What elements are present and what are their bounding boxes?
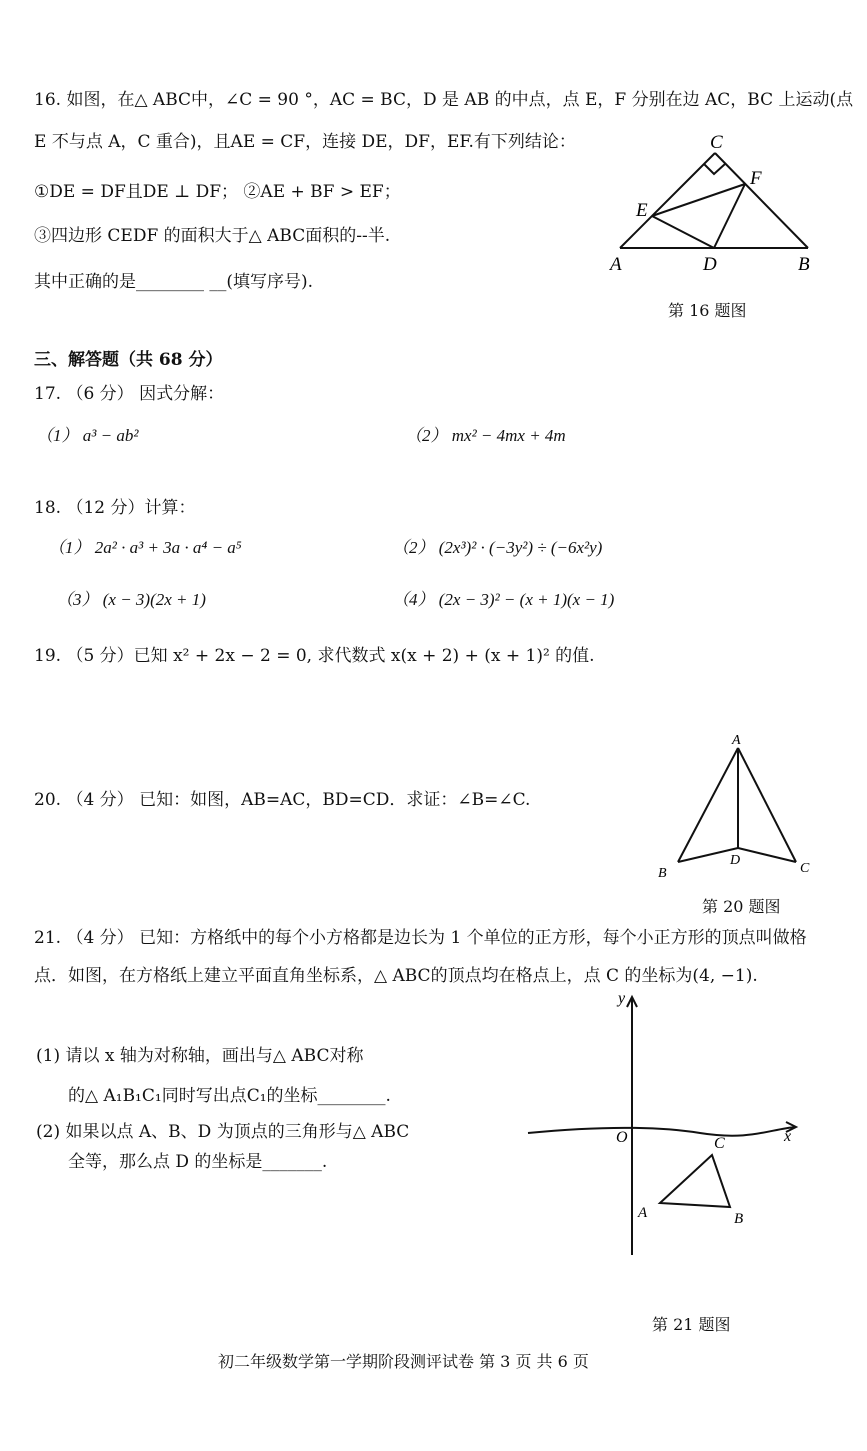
q16-label-d: D [703, 254, 717, 275]
q21-part-2-line-2: 全等，那么点 D 的坐标是_______. [68, 1152, 328, 1172]
q18-part-4: （4） (2x − 3)² − (x + 1)(x − 1) [392, 590, 615, 609]
q18-stem: 18. （12 分）计算： [34, 498, 196, 518]
q21-part-1-line-1: (1) 请以 x 轴为对称轴，画出与△ ABC对称 [36, 1046, 364, 1066]
q20-side-ab [678, 748, 738, 862]
q16-label-b: B [798, 254, 810, 275]
q16-label-f: F [750, 168, 762, 189]
q20-label-d: D [730, 853, 741, 868]
q21-coordinate-figure [520, 985, 820, 1265]
q21-caption: 第 21 题图 [652, 1315, 731, 1334]
q21-line-1: 21. （4 分） 已知：方格纸中的每个小方格都是边长为 1 个单位的正方形，每个小正方形的顶点叫做格 [34, 928, 807, 948]
q20-label-b: B [658, 866, 667, 881]
q16-conclusion-3: ③四边形 CEDF 的面积大于△ ABC面积的--半. [34, 226, 391, 246]
q18-part-3: （3） (x − 3)(2x + 1) [56, 590, 206, 609]
section-title: 三、解答题（共 68 分） [34, 350, 223, 370]
q16-side-ac [620, 153, 715, 248]
q20-figure [650, 730, 820, 890]
q16-label-e: E [636, 200, 648, 221]
q20-segment-bd [678, 848, 738, 862]
q20-side-ac [738, 748, 796, 862]
q16-label-c: C [710, 132, 723, 153]
q16-caption: 第 16 题图 [668, 301, 747, 320]
q21-part-1-line-2: 的△ A₁B₁C₁同时写出点C₁的坐标________. [68, 1086, 391, 1106]
q20-caption: 第 20 题图 [702, 897, 781, 916]
q21-part-2-line-1: (2) 如果以点 A、B、D 为顶点的三角形与△ ABC [36, 1122, 410, 1142]
q21-line-2: 点．如图，在方格纸上建立平面直角坐标系，△ ABC的顶点均在格点上，点 C 的坐标为(4, −1). [34, 966, 758, 986]
q21-label-origin: O [616, 1129, 628, 1146]
q17-stem: 17. （6 分） 因式分解： [34, 384, 225, 404]
q16-right-angle-mark [704, 164, 725, 174]
q18-part-2: （2） (2x³)² · (−3y²) ÷ (−6x²y) [392, 538, 603, 557]
q16-answer-prompt: 其中正确的是________ __(填写序号). [34, 272, 314, 292]
q20-segment-cd [738, 848, 796, 862]
q17-part-2: （2） mx² − 4mx + 4m [405, 426, 566, 445]
q20-text: 20. （4 分） 已知：如图，AB=AC，BD=CD．求证：∠B=∠C. [34, 790, 531, 810]
q21-label-c: C [714, 1135, 725, 1152]
q16-label-a: A [610, 254, 622, 275]
q21-label-x: x [784, 1128, 792, 1145]
q20-label-c: C [800, 861, 810, 876]
q21-label-b: B [734, 1211, 744, 1227]
q16-segment-de [652, 216, 714, 248]
q19-text: 19. （5 分）已知 x² + 2x − 2 = 0, 求代数式 x(x + 2) + (x + 1)² 的值. [34, 646, 595, 666]
q21-triangle-abc [660, 1155, 730, 1207]
q20-label-a: A [732, 733, 741, 748]
q17-part-1: （1） a³ − ab² [36, 426, 139, 445]
q21-label-a: A [638, 1205, 648, 1221]
q21-x-axis [528, 1127, 796, 1136]
page-footer: 初二年级数学第一学期阶段测评试卷 第 3 页 共 6 页 [218, 1352, 589, 1371]
q18-part-1: （1） 2a² · a³ + 3a · a⁴ − a⁵ [48, 538, 242, 557]
q16-line-2: E 不与点 A，C 重合)，且AE = CF，连接 DE，DF，EF.有下列结论： [34, 132, 576, 152]
q16-figure [600, 128, 830, 278]
q21-label-y: y [618, 990, 626, 1007]
q16-line-1: 16. 如图，在△ ABC中，∠C = 90 °，AC = BC，D 是 AB 的中点，点 E，F 分别在边 AC，BC 上运动(点 [34, 90, 854, 110]
q16-conclusion-1-2: ①DE = DF且DE ⊥ DF； ②AE + BF > EF； [34, 182, 401, 202]
